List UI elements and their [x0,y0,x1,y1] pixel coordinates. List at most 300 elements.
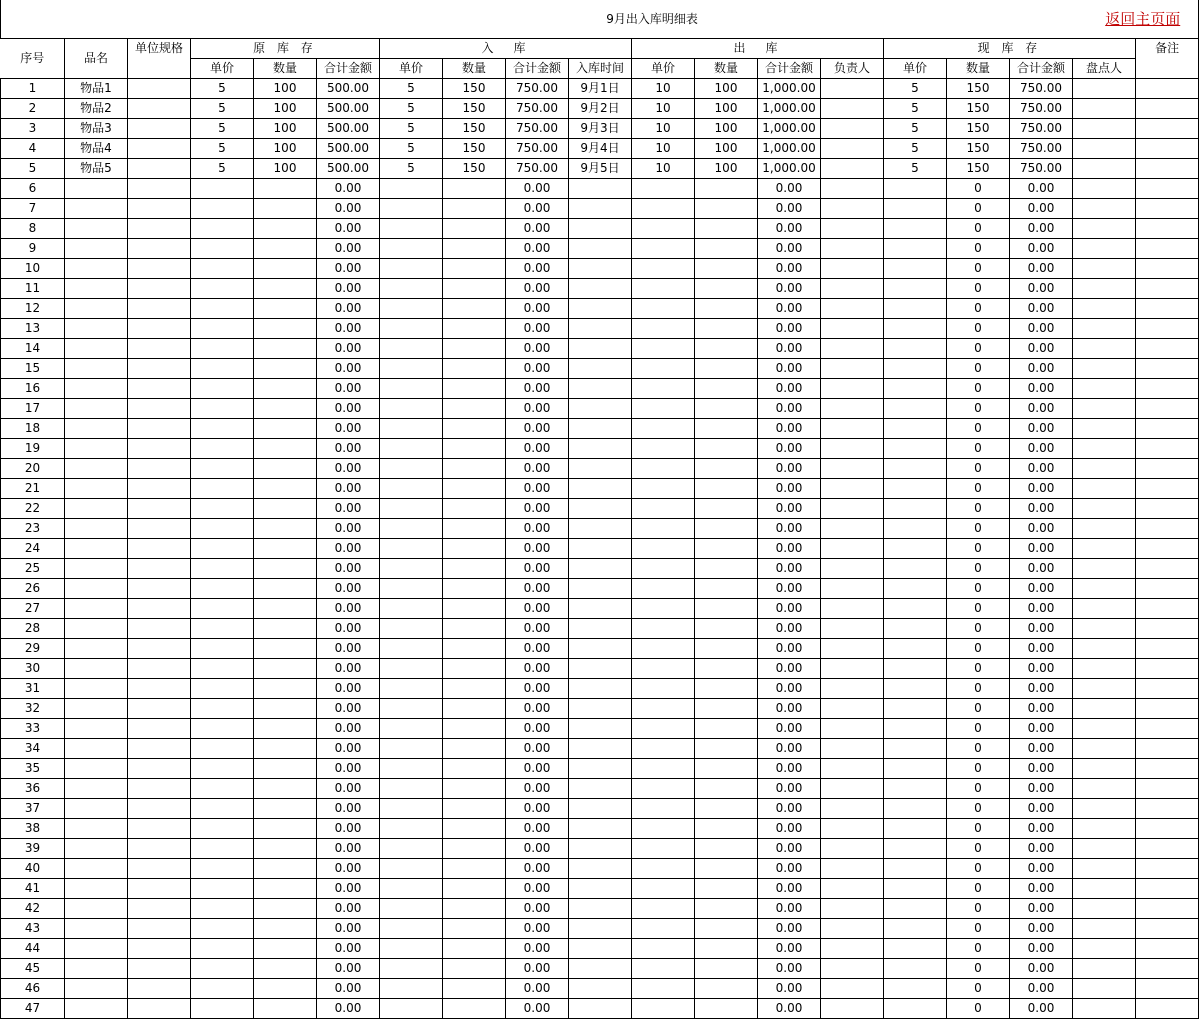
cell-in-total[interactable]: 0.00 [506,479,569,499]
cell-name[interactable]: 物品4 [65,139,128,159]
cell-cur-checker[interactable] [1073,339,1136,359]
cell-cur-qty[interactable]: 150 [947,99,1010,119]
cell-in-price[interactable] [380,799,443,819]
cell-cur-checker[interactable] [1073,919,1136,939]
cell-out-total[interactable]: 0.00 [758,299,821,319]
cell-cur-checker[interactable] [1073,259,1136,279]
cell-cur-checker[interactable] [1073,539,1136,559]
cell-out-responsible[interactable] [821,139,884,159]
cell-orig-total[interactable]: 0.00 [317,639,380,659]
cell-cur-price[interactable] [884,779,947,799]
cell-cur-checker[interactable] [1073,319,1136,339]
cell-in-time[interactable] [569,439,632,459]
cell-seq[interactable]: 35 [1,759,65,779]
cell-cur-total[interactable]: 0.00 [1010,859,1073,879]
cell-name[interactable] [65,339,128,359]
cell-in-time[interactable] [569,399,632,419]
cell-orig-price[interactable] [191,439,254,459]
cell-cur-qty[interactable]: 0 [947,199,1010,219]
cell-cur-checker[interactable] [1073,699,1136,719]
cell-in-price[interactable] [380,219,443,239]
cell-out-responsible[interactable] [821,659,884,679]
cell-name[interactable] [65,939,128,959]
cell-spec[interactable] [128,99,191,119]
cell-in-qty[interactable] [443,319,506,339]
cell-orig-price[interactable] [191,959,254,979]
cell-name[interactable]: 物品3 [65,119,128,139]
cell-orig-total[interactable]: 0.00 [317,879,380,899]
cell-seq[interactable]: 19 [1,439,65,459]
cell-cur-qty[interactable]: 0 [947,739,1010,759]
cell-cur-price[interactable] [884,179,947,199]
cell-out-total[interactable]: 1,000.00 [758,99,821,119]
cell-remark[interactable] [1136,179,1199,199]
cell-orig-qty[interactable] [254,739,317,759]
cell-remark[interactable] [1136,539,1199,559]
cell-seq[interactable]: 15 [1,359,65,379]
cell-out-total[interactable]: 0.00 [758,259,821,279]
cell-out-qty[interactable] [695,759,758,779]
cell-orig-total[interactable]: 0.00 [317,179,380,199]
cell-seq[interactable]: 28 [1,619,65,639]
cell-cur-price[interactable]: 5 [884,79,947,99]
cell-orig-qty[interactable] [254,799,317,819]
cell-in-total[interactable]: 0.00 [506,719,569,739]
cell-spec[interactable] [128,119,191,139]
cell-out-total[interactable]: 1,000.00 [758,119,821,139]
cell-orig-qty[interactable] [254,519,317,539]
cell-orig-price[interactable] [191,859,254,879]
cell-cur-price[interactable] [884,639,947,659]
cell-out-responsible[interactable] [821,479,884,499]
cell-out-price[interactable] [632,639,695,659]
cell-cur-qty[interactable]: 0 [947,899,1010,919]
cell-name[interactable] [65,179,128,199]
cell-cur-total[interactable]: 0.00 [1010,899,1073,919]
cell-remark[interactable] [1136,859,1199,879]
cell-in-price[interactable] [380,819,443,839]
cell-cur-total[interactable]: 0.00 [1010,619,1073,639]
cell-cur-price[interactable] [884,299,947,319]
cell-orig-total[interactable]: 0.00 [317,419,380,439]
cell-seq[interactable]: 13 [1,319,65,339]
cell-remark[interactable] [1136,459,1199,479]
cell-in-time[interactable] [569,839,632,859]
cell-orig-price[interactable] [191,979,254,999]
cell-in-total[interactable]: 0.00 [506,439,569,459]
cell-cur-total[interactable]: 0.00 [1010,179,1073,199]
cell-in-time[interactable] [569,659,632,679]
cell-name[interactable] [65,659,128,679]
cell-remark[interactable] [1136,679,1199,699]
cell-cur-qty[interactable]: 0 [947,819,1010,839]
cell-in-total[interactable]: 0.00 [506,839,569,859]
cell-out-qty[interactable] [695,459,758,479]
cell-name[interactable] [65,439,128,459]
cell-out-price[interactable] [632,319,695,339]
cell-orig-price[interactable] [191,999,254,1019]
cell-seq[interactable]: 21 [1,479,65,499]
cell-out-responsible[interactable] [821,879,884,899]
cell-cur-total[interactable]: 0.00 [1010,519,1073,539]
cell-out-responsible[interactable] [821,399,884,419]
cell-seq[interactable]: 39 [1,839,65,859]
cell-orig-total[interactable]: 0.00 [317,279,380,299]
cell-name[interactable] [65,519,128,539]
cell-orig-price[interactable] [191,379,254,399]
cell-orig-price[interactable]: 5 [191,159,254,179]
cell-cur-checker[interactable] [1073,139,1136,159]
cell-in-time[interactable] [569,919,632,939]
cell-in-qty[interactable] [443,659,506,679]
cell-orig-price[interactable] [191,219,254,239]
cell-out-total[interactable]: 0.00 [758,899,821,919]
cell-seq[interactable]: 30 [1,659,65,679]
cell-cur-qty[interactable]: 0 [947,839,1010,859]
cell-out-qty[interactable] [695,979,758,999]
cell-out-total[interactable]: 0.00 [758,499,821,519]
cell-seq[interactable]: 26 [1,579,65,599]
cell-out-total[interactable]: 0.00 [758,859,821,879]
cell-out-qty[interactable] [695,779,758,799]
cell-orig-price[interactable] [191,819,254,839]
cell-cur-total[interactable]: 750.00 [1010,159,1073,179]
cell-in-time[interactable] [569,459,632,479]
cell-out-responsible[interactable] [821,519,884,539]
cell-out-price[interactable] [632,959,695,979]
cell-spec[interactable] [128,79,191,99]
cell-out-price[interactable] [632,219,695,239]
cell-spec[interactable] [128,439,191,459]
cell-orig-price[interactable] [191,839,254,859]
cell-out-responsible[interactable] [821,559,884,579]
cell-in-price[interactable]: 5 [380,119,443,139]
cell-in-qty[interactable]: 150 [443,79,506,99]
cell-seq[interactable]: 8 [1,219,65,239]
cell-remark[interactable] [1136,639,1199,659]
cell-seq[interactable]: 16 [1,379,65,399]
cell-out-responsible[interactable] [821,159,884,179]
cell-cur-price[interactable]: 5 [884,119,947,139]
cell-cur-total[interactable]: 0.00 [1010,359,1073,379]
cell-in-qty[interactable] [443,639,506,659]
cell-in-price[interactable] [380,759,443,779]
cell-orig-price[interactable] [191,239,254,259]
cell-seq[interactable]: 10 [1,259,65,279]
cell-out-price[interactable] [632,719,695,739]
cell-seq[interactable]: 24 [1,539,65,559]
cell-out-total[interactable]: 0.00 [758,719,821,739]
cell-in-total[interactable]: 0.00 [506,379,569,399]
cell-out-qty[interactable] [695,579,758,599]
cell-in-qty[interactable] [443,419,506,439]
cell-in-total[interactable]: 0.00 [506,999,569,1019]
cell-name[interactable] [65,979,128,999]
cell-cur-qty[interactable]: 0 [947,639,1010,659]
cell-in-qty[interactable] [443,259,506,279]
cell-in-qty[interactable] [443,699,506,719]
cell-in-price[interactable] [380,999,443,1019]
cell-cur-price[interactable] [884,839,947,859]
cell-seq[interactable]: 22 [1,499,65,519]
cell-out-responsible[interactable] [821,239,884,259]
cell-cur-price[interactable] [884,459,947,479]
cell-orig-qty[interactable] [254,339,317,359]
cell-orig-qty[interactable] [254,259,317,279]
cell-in-price[interactable] [380,379,443,399]
cell-out-qty[interactable] [695,819,758,839]
cell-cur-price[interactable] [884,679,947,699]
cell-cur-qty[interactable]: 0 [947,459,1010,479]
cell-out-total[interactable]: 0.00 [758,779,821,799]
cell-orig-price[interactable] [191,279,254,299]
cell-cur-checker[interactable] [1073,379,1136,399]
cell-remark[interactable] [1136,959,1199,979]
cell-name[interactable]: 物品5 [65,159,128,179]
cell-orig-qty[interactable] [254,379,317,399]
cell-seq[interactable]: 37 [1,799,65,819]
cell-out-total[interactable]: 0.00 [758,699,821,719]
cell-out-responsible[interactable] [821,959,884,979]
cell-cur-price[interactable] [884,359,947,379]
cell-out-price[interactable] [632,939,695,959]
cell-spec[interactable] [128,899,191,919]
cell-cur-total[interactable]: 0.00 [1010,419,1073,439]
cell-cur-total[interactable]: 0.00 [1010,979,1073,999]
cell-spec[interactable] [128,319,191,339]
cell-out-qty[interactable] [695,539,758,559]
cell-in-qty[interactable] [443,379,506,399]
cell-orig-total[interactable]: 0.00 [317,439,380,459]
cell-spec[interactable] [128,239,191,259]
cell-out-responsible[interactable] [821,179,884,199]
cell-spec[interactable] [128,399,191,419]
cell-seq[interactable]: 31 [1,679,65,699]
cell-out-responsible[interactable] [821,619,884,639]
cell-cur-price[interactable] [884,419,947,439]
cell-in-price[interactable] [380,579,443,599]
cell-seq[interactable]: 18 [1,419,65,439]
cell-orig-qty[interactable] [254,239,317,259]
cell-cur-price[interactable] [884,279,947,299]
cell-spec[interactable] [128,719,191,739]
cell-out-price[interactable] [632,599,695,619]
cell-name[interactable] [65,759,128,779]
cell-name[interactable] [65,919,128,939]
cell-name[interactable] [65,259,128,279]
cell-cur-price[interactable] [884,659,947,679]
cell-orig-total[interactable]: 0.00 [317,319,380,339]
cell-in-total[interactable]: 0.00 [506,419,569,439]
cell-out-price[interactable] [632,439,695,459]
cell-orig-qty[interactable]: 100 [254,79,317,99]
cell-spec[interactable] [128,619,191,639]
cell-orig-total[interactable]: 0.00 [317,379,380,399]
cell-orig-qty[interactable] [254,959,317,979]
cell-out-price[interactable] [632,339,695,359]
cell-in-time[interactable] [569,799,632,819]
cell-cur-qty[interactable]: 0 [947,679,1010,699]
cell-cur-total[interactable]: 0.00 [1010,599,1073,619]
cell-spec[interactable] [128,219,191,239]
cell-cur-checker[interactable] [1073,979,1136,999]
cell-seq[interactable]: 44 [1,939,65,959]
return-home-link[interactable]: 返回主页面 [1105,10,1181,28]
cell-in-total[interactable]: 0.00 [506,339,569,359]
cell-orig-price[interactable]: 5 [191,79,254,99]
cell-in-price[interactable] [380,319,443,339]
cell-in-total[interactable]: 0.00 [506,559,569,579]
cell-orig-total[interactable]: 500.00 [317,139,380,159]
cell-in-price[interactable]: 5 [380,139,443,159]
cell-out-qty[interactable] [695,259,758,279]
cell-out-total[interactable]: 0.00 [758,199,821,219]
cell-in-qty[interactable] [443,559,506,579]
cell-out-qty[interactable] [695,959,758,979]
cell-out-responsible[interactable] [821,79,884,99]
cell-cur-checker[interactable] [1073,179,1136,199]
cell-name[interactable] [65,539,128,559]
cell-remark[interactable] [1136,79,1199,99]
cell-spec[interactable] [128,519,191,539]
cell-in-total[interactable]: 0.00 [506,179,569,199]
cell-spec[interactable] [128,599,191,619]
cell-orig-qty[interactable] [254,719,317,739]
cell-orig-price[interactable] [191,339,254,359]
cell-remark[interactable] [1136,839,1199,859]
cell-in-time[interactable]: 9月4日 [569,139,632,159]
cell-cur-total[interactable]: 0.00 [1010,239,1073,259]
cell-cur-total[interactable]: 0.00 [1010,819,1073,839]
cell-out-price[interactable] [632,539,695,559]
cell-in-total[interactable]: 0.00 [506,959,569,979]
cell-orig-total[interactable]: 0.00 [317,899,380,919]
cell-in-time[interactable] [569,319,632,339]
cell-out-qty[interactable] [695,219,758,239]
cell-cur-price[interactable] [884,599,947,619]
cell-spec[interactable] [128,959,191,979]
cell-spec[interactable] [128,679,191,699]
cell-out-responsible[interactable] [821,299,884,319]
cell-orig-qty[interactable] [254,559,317,579]
cell-cur-price[interactable] [884,919,947,939]
cell-orig-total[interactable]: 0.00 [317,959,380,979]
cell-orig-price[interactable] [191,879,254,899]
cell-orig-total[interactable]: 0.00 [317,479,380,499]
cell-out-responsible[interactable] [821,939,884,959]
cell-out-qty[interactable] [695,379,758,399]
cell-cur-checker[interactable] [1073,939,1136,959]
cell-orig-price[interactable] [191,939,254,959]
cell-in-qty[interactable] [443,439,506,459]
cell-cur-checker[interactable] [1073,399,1136,419]
cell-out-total[interactable]: 0.00 [758,399,821,419]
cell-cur-price[interactable] [884,239,947,259]
cell-spec[interactable] [128,459,191,479]
cell-orig-total[interactable]: 500.00 [317,159,380,179]
cell-cur-price[interactable]: 5 [884,99,947,119]
cell-cur-qty[interactable]: 150 [947,119,1010,139]
cell-cur-checker[interactable] [1073,479,1136,499]
cell-orig-total[interactable]: 0.00 [317,239,380,259]
cell-out-price[interactable] [632,519,695,539]
cell-in-qty[interactable] [443,179,506,199]
cell-out-price[interactable] [632,479,695,499]
cell-spec[interactable] [128,759,191,779]
cell-orig-price[interactable] [191,299,254,319]
cell-out-total[interactable]: 0.00 [758,339,821,359]
cell-in-price[interactable] [380,779,443,799]
cell-in-price[interactable] [380,939,443,959]
cell-cur-qty[interactable]: 0 [947,779,1010,799]
cell-remark[interactable] [1136,139,1199,159]
cell-spec[interactable] [128,779,191,799]
cell-out-price[interactable] [632,899,695,919]
cell-in-total[interactable]: 0.00 [506,899,569,919]
cell-out-total[interactable]: 0.00 [758,239,821,259]
cell-cur-qty[interactable]: 0 [947,339,1010,359]
cell-cur-total[interactable]: 0.00 [1010,759,1073,779]
cell-remark[interactable] [1136,479,1199,499]
cell-out-price[interactable] [632,579,695,599]
cell-in-qty[interactable] [443,679,506,699]
cell-out-total[interactable]: 0.00 [758,839,821,859]
cell-in-price[interactable] [380,539,443,559]
cell-out-price[interactable] [632,999,695,1019]
cell-orig-price[interactable] [191,199,254,219]
cell-cur-price[interactable] [884,959,947,979]
cell-name[interactable] [65,299,128,319]
cell-in-price[interactable] [380,339,443,359]
cell-name[interactable]: 物品2 [65,99,128,119]
cell-out-total[interactable]: 0.00 [758,479,821,499]
cell-cur-qty[interactable]: 0 [947,699,1010,719]
cell-out-qty[interactable] [695,699,758,719]
cell-in-price[interactable] [380,519,443,539]
cell-cur-total[interactable]: 750.00 [1010,79,1073,99]
cell-in-total[interactable]: 0.00 [506,499,569,519]
cell-orig-qty[interactable] [254,479,317,499]
cell-cur-qty[interactable]: 0 [947,259,1010,279]
cell-cur-checker[interactable] [1073,459,1136,479]
cell-name[interactable] [65,559,128,579]
cell-spec[interactable] [128,579,191,599]
cell-out-qty[interactable] [695,479,758,499]
cell-out-responsible[interactable] [821,99,884,119]
cell-cur-price[interactable] [884,699,947,719]
cell-out-responsible[interactable] [821,979,884,999]
cell-orig-price[interactable] [191,559,254,579]
cell-orig-total[interactable]: 0.00 [317,839,380,859]
cell-in-time[interactable] [569,499,632,519]
cell-in-total[interactable]: 0.00 [506,879,569,899]
cell-remark[interactable] [1136,619,1199,639]
cell-orig-total[interactable]: 0.00 [317,859,380,879]
cell-name[interactable]: 物品1 [65,79,128,99]
cell-in-qty[interactable] [443,539,506,559]
cell-cur-total[interactable]: 0.00 [1010,219,1073,239]
cell-out-qty[interactable] [695,999,758,1019]
cell-out-responsible[interactable] [821,799,884,819]
cell-in-time[interactable] [569,779,632,799]
cell-in-price[interactable] [380,839,443,859]
cell-out-total[interactable]: 1,000.00 [758,139,821,159]
cell-name[interactable] [65,599,128,619]
cell-orig-total[interactable]: 0.00 [317,539,380,559]
cell-out-total[interactable]: 0.00 [758,739,821,759]
cell-cur-qty[interactable]: 0 [947,979,1010,999]
cell-cur-qty[interactable]: 150 [947,79,1010,99]
